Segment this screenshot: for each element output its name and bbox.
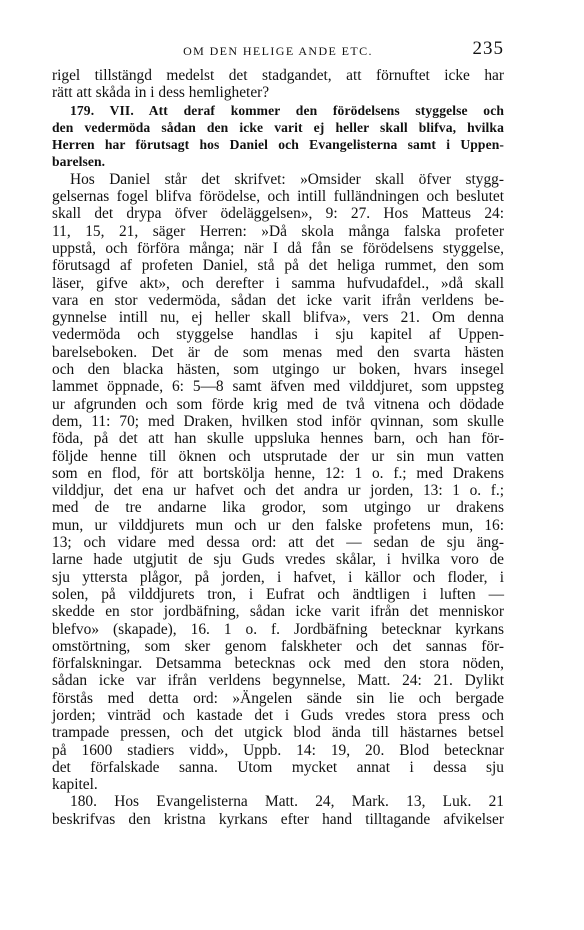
text-line: gynnelse intill nu, ej heller skall blifva», vers 21. Om denna (52, 309, 504, 327)
page-number: 235 (472, 38, 504, 59)
text-line: Hos Daniel står det skrifvet: »Omsider skall öfver stygg- (70, 170, 504, 188)
text-line: ur afgrunden och som förde krig med de två vitnena och dödade (52, 395, 504, 413)
text-line: den vedermöda sådan den icke varit ej heller skall blifva, hvilka (52, 119, 504, 135)
text-line: Herren har förutsagt hos Daniel och Evangelisterna samt i Uppen- (52, 137, 504, 153)
text-line: sådan icke var ifrån verldens begynnelse, Matt. 24: 21. Dylikt (52, 672, 504, 690)
text-line: lammet öppnade, 6: 5—8 samt äfven med vilddjuret, som uppsteg (52, 378, 504, 396)
text-line: 179. VII. Att deraf kommer den förödelsens styggelse och (70, 102, 504, 118)
text-line: följde henne till öknen och utsprutade der ur sin mun vatten (52, 447, 504, 465)
text-line: uppstå, och förföra många; när I då fån se förödelsens styggelse, (52, 239, 504, 257)
text-line: omstörtning, som sker genom falskheter och det sannas för- (52, 637, 504, 655)
text-line: vedermöda och styggelse handlas i sju kapitel af Uppen- (52, 326, 504, 344)
text-line: mun, ur vilddjurets mun och ur den falske profetens mun, 16: (52, 516, 504, 534)
text-line: trampade pressen, och det utgick blod ända till hästarnes betsel (52, 724, 504, 742)
text-line: gelsernas fogel blifva förödelse, och intill fulländningen och beslutet (52, 188, 504, 206)
body-text (52, 67, 504, 828)
text-line: barelseboken. Det är de som menas med den svarta hästen (52, 343, 504, 361)
text-line: 180. Hos Evangelisterna Matt. 24, Mark. 13, Luk. 21 (70, 793, 504, 811)
text-line: förfalskningar. Detsamma betecknas ock med den stora nöden, (52, 655, 504, 673)
text-line: rigel tillstängd medelst det stadgandet, att förnuftet icke har (52, 67, 504, 84)
text-line: som en flod, för att bortskölja henne, 12: 1 o. f.; med Drakens (52, 464, 504, 482)
text-line: vara en stor vedermöda, sådan det icke varit ifrån verldens be- (52, 291, 504, 309)
text-line: 11, 15, 21, säger Herren: »Då skola många falska profeter (52, 222, 504, 240)
text-line: med de tre andarne lika grodor, som utgingo ur drakens (52, 499, 504, 517)
text-line: 13; och vidare med dessa ord: att det — sedan de sju äng- (52, 534, 504, 552)
text-line: kapitel. (52, 776, 98, 794)
text-line: barelsen. (52, 154, 106, 170)
text-line: beskrifvas den kristna kyrkans efter hand tilltagande afvikelser (52, 810, 504, 828)
text-line: föda, på det att han skulle uppsluka hennes barn, och han för- (52, 430, 504, 448)
text-line: larne hade utgjutit de sju Guds vredes skålar, i hvilka voro de (52, 551, 504, 569)
text-line: skall det drypa öfver ödeläggelsen», 9: 27. Hos Matteus 24: (52, 205, 504, 223)
text-line: på 1600 stadiers vidd», Uppb. 14: 19, 20. Blod betecknar (52, 741, 504, 759)
text-line: sju yttersta plågor, på jorden, i hafvet, i källor och floder, i (52, 568, 504, 586)
text-line: det förfalskade sanna. Utom mycket annat i dessa sju (52, 758, 504, 776)
text-line: förutsagd af profeten Daniel, stå på det heliga rummet, den som (52, 257, 504, 275)
text-line: jorden; vinträd och kastade det i Guds vredes stora press och (52, 706, 504, 724)
text-line: förstås med detta ord: »Ängelen sände sin lie och bergade (52, 689, 504, 707)
text-line: vilddjur, det ena ur hafvet och det andra ur jorden, 13: 1 o. f.; (52, 482, 504, 500)
text-line: solen, på vilddjurets tron, i Eufrat och ändtligen i luften — (52, 585, 504, 603)
text-line: dem, 11: 70; med Draken, hvilken stod inför qvinnan, som skulle (52, 412, 504, 430)
text-line: och den blacka hästen, som utgingo ur boken, hvars insegel (52, 361, 504, 379)
text-line: blefvo» (skapade), 16. 1 o. f. Jordbäfning betecknar kyrkans (52, 620, 504, 638)
text-line: rätt att skåda in i dess hemligheter? (52, 84, 270, 102)
running-title: OM DEN HELIGE ANDE ETC. (183, 44, 373, 58)
text-line: skedde en stor jordbäfning, sådan icke varit ifrån det menniskor (52, 603, 504, 621)
text-line: läser, gifve akt», och derefter i samma hufvudafdel., »då skall (52, 274, 504, 292)
